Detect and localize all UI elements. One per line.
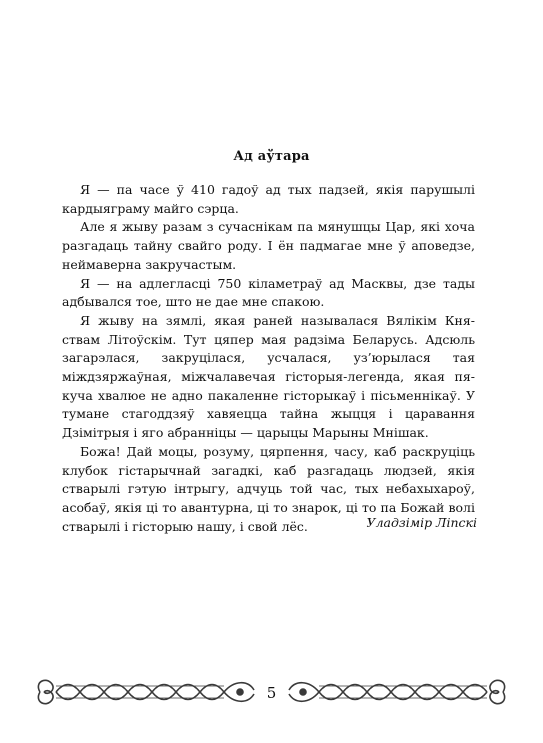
paragraph-4: Я жыву на зямлі, якая раней называлася Вялікім Княствам Літоўскім. Тут цяпер мая радзіма Беларусь. Адсюль загарэлася, закруцілася, усчалася, уз’юрылася тая міждзяржаўная, міжчалавечая гісторыя-легенда, якая пякуча хвалюе не адно пакаленне гісторыкаў і пісьменнікаў. У тумане стагоддзяў хавяецца тайна жыцця і царавання Дзімітрыя і яго абранніцы — царыцы Марыны Мнішак. [62,312,475,441]
paragraph-1: Я — па часе ў 410 гадоў ад тых падзей, якія парушылі кардыяграму майго сэрца. [62,182,475,216]
paragraph-5: Божа! Дай моцы, розуму, цярпення, часу, каб раскруціць клубок гістарычнай загадкі, каб разгадаць людзей, якія стварылі гэтую інтрыгу, адчуць той час, тых небахыхароў, асобаў, якія ці то авантурна, ці то знарок, ці то па Божай волі стварылі і гісторыю нашу, і свой лёс. [62,443,475,534]
page-title: Ад аўтара [233,149,310,164]
page-number: 5 [266,684,277,702]
text-body [62,181,475,536]
paragraph-3: Я — на адлегласці 750 кіламетраў ад Масквы, дзе тады адбывался тое, што не дае мне спакою. [62,275,475,310]
right-ornament-icon [284,672,509,712]
author-signature: Уладзімір Ліпскі [366,515,477,530]
paragraph-2: Але я жыву разам з сучаснікам па мянушцы Цар, які хоча разгадаць тайну свайго роду. І ён падмагае мне ў аповедзе, неймаверна закручастым. [62,219,475,272]
